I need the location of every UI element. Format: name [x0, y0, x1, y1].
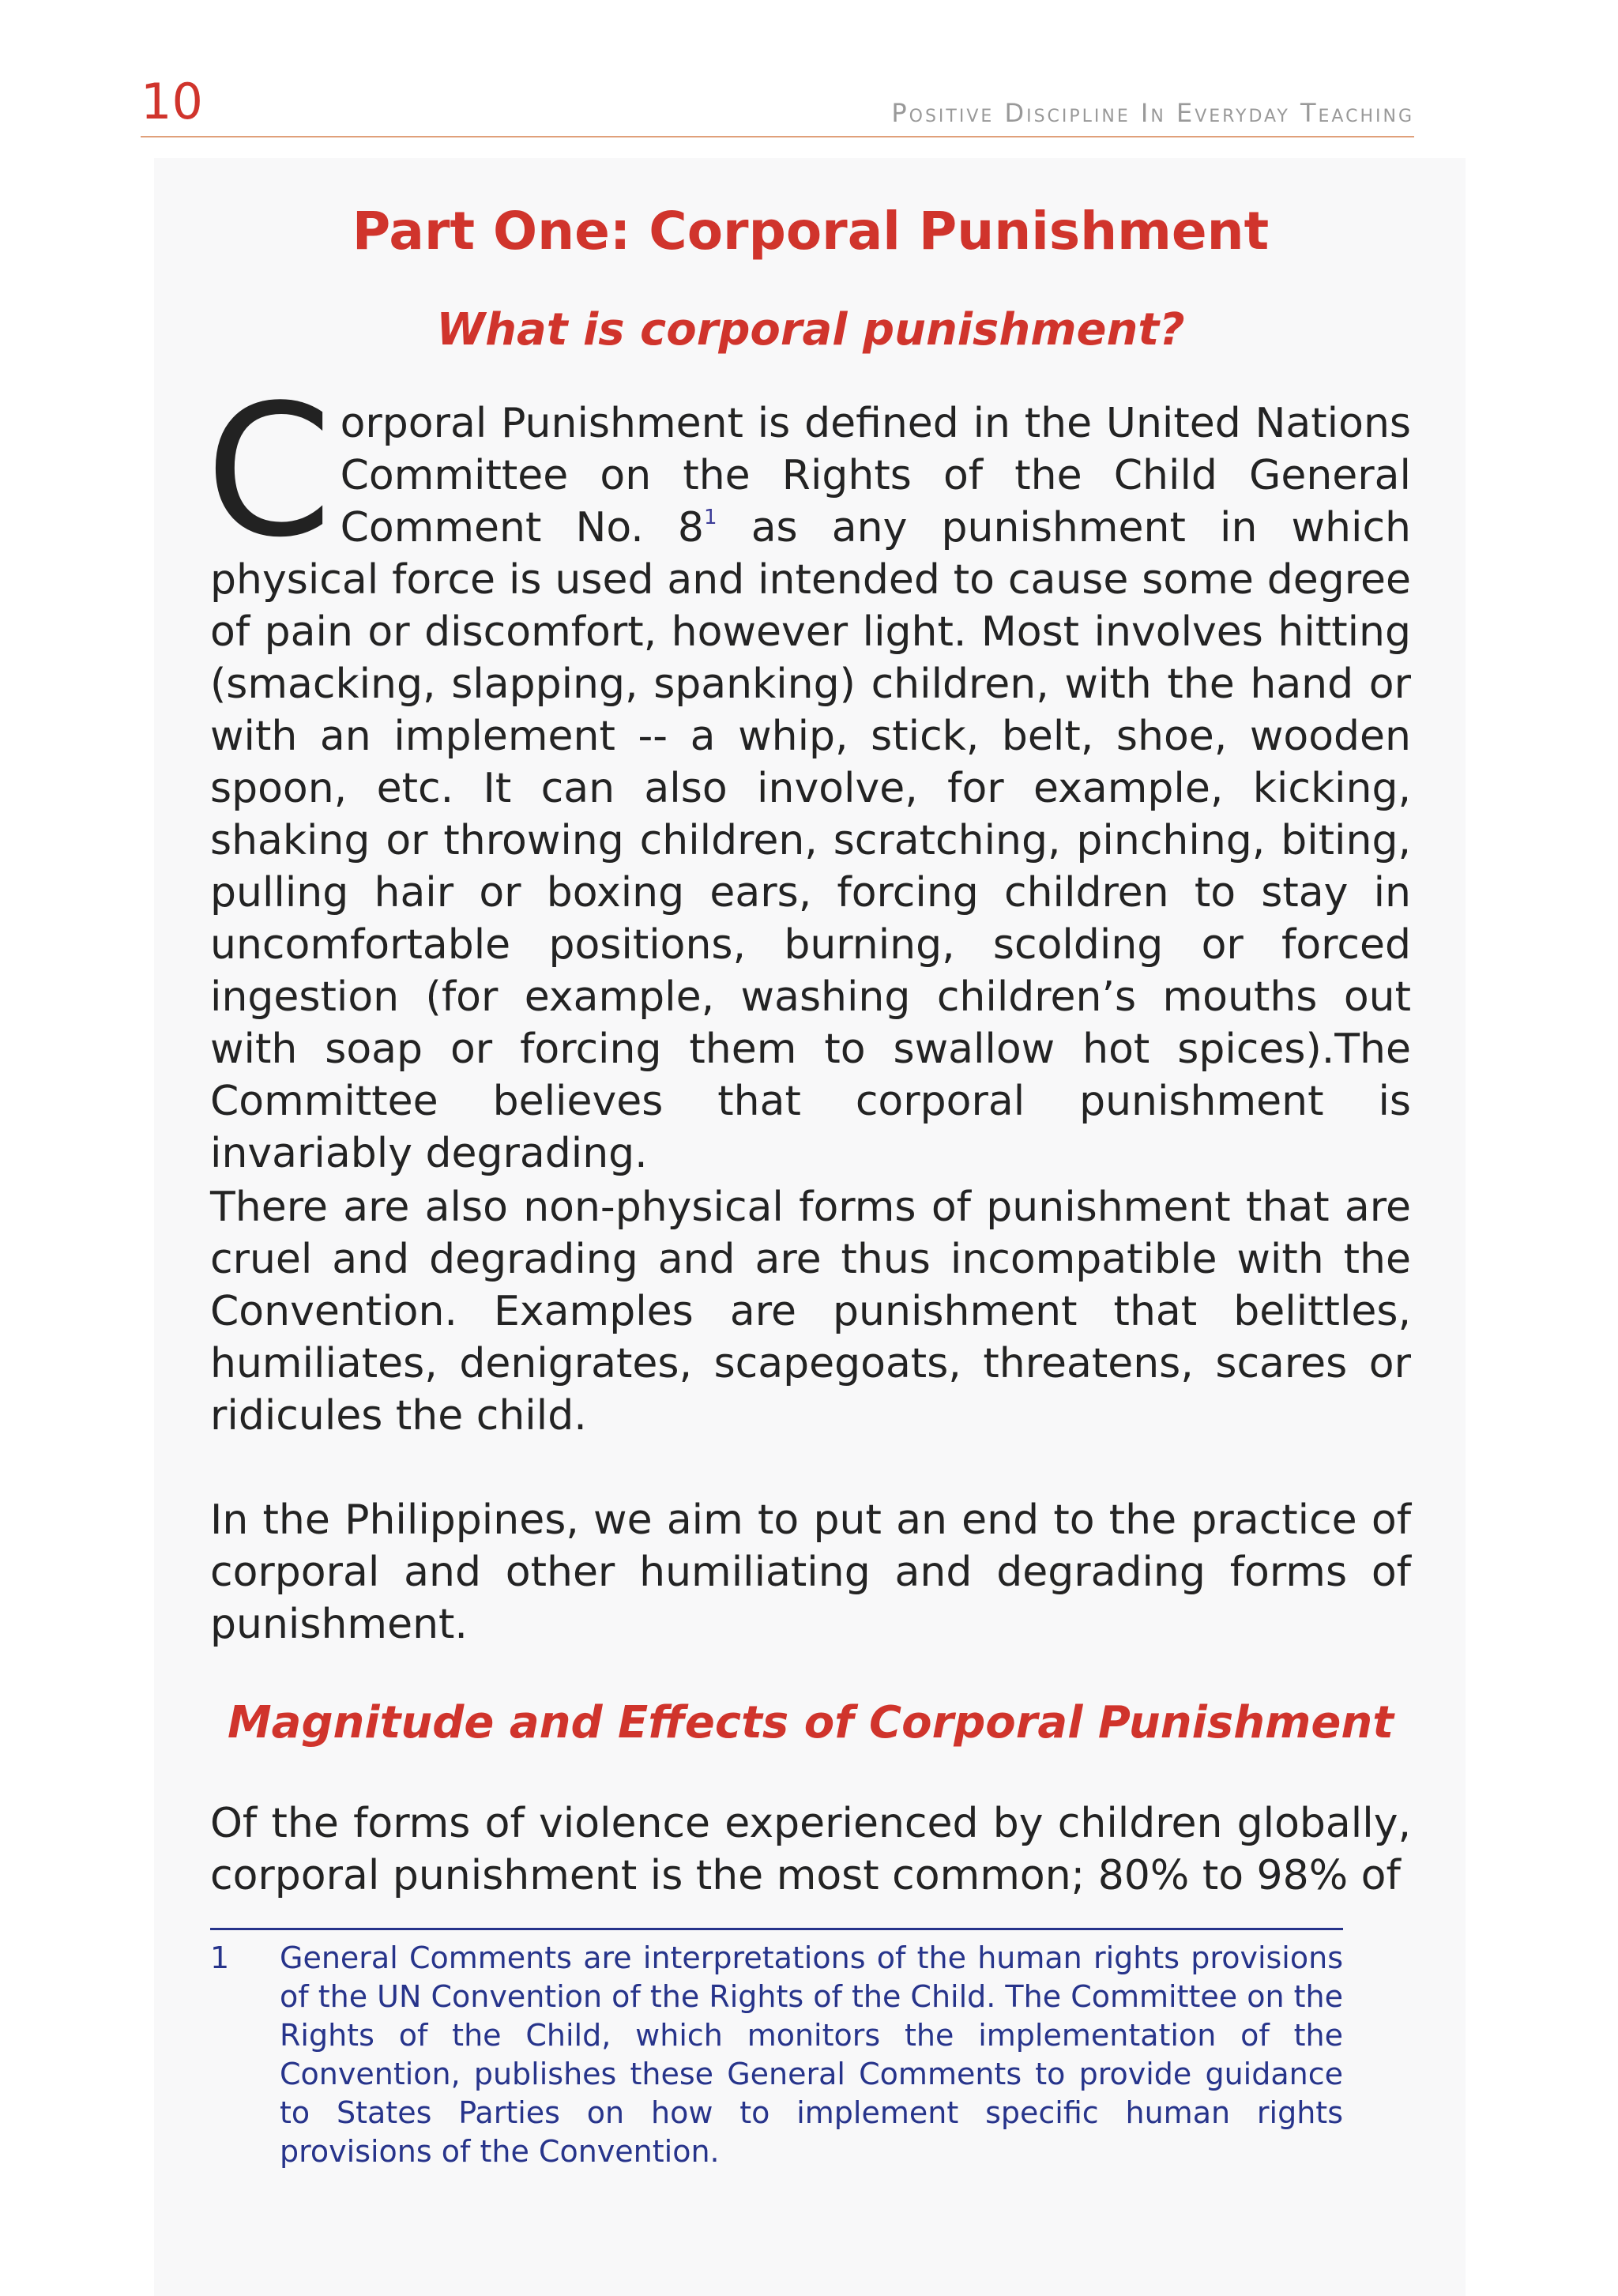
paragraph-text: There are also non-physical forms of punishment that are cruel and degrading and are thus incompatible with the Convention. Examples are punishment that belittles, humiliates, denigrates, scapegoats, threatens, scares or ridicules the child.	[210, 1184, 1411, 1440]
footnote-reference[interactable]: 1	[704, 506, 717, 529]
paragraph-text	[205, 367, 1411, 1180]
running-title: Positive Discipline In Everyday Teaching	[891, 98, 1414, 128]
footnote	[210, 1939, 1343, 2171]
paragraph-non-physical	[210, 1181, 1411, 1442]
footnote-text: General Comments are interpretations of the human rights provisions of the UN Convention of the Rights of the Child. The Committee on the Rights of the Child, which monitors the implementation of the Convention, publishes these General Comments to provide guidance to States Parties on how to implement specific human rights provisions of the Convention.	[280, 1940, 1343, 2169]
paragraph-text: Of the forms of violence experienced by children globally, corporal punishment is the most common; 80% to 98% of	[210, 1800, 1411, 1899]
part-title: Part One: Corporal Punishment	[352, 201, 1270, 262]
paragraph-magnitude	[210, 1797, 1411, 1902]
paragraph-text-end: as any punishment in which physical force is used and intended to cause some degree of pain or discomfort, however light. Most involves hitting (smacking, slapping, spanking) children, with the hand or with an implement -- a whip, stick, belt, shoe, wooden spoon, etc. It can also involve, for example, kicking, shaking or throwing children, scratching, pinching, biting, pulling hair or boxing ears, forcing children to stay in uncomfortable positions, burning, scolding or forced ingestion (for example, washing children’s mouths out with soap or forcing them to swallow hot spices).The Committee believes that corporal punishment is invariably degrading.	[210, 504, 1411, 1177]
paragraph-definition	[205, 367, 1411, 1180]
footnote-number: 1	[210, 1940, 230, 1975]
footnote-divider	[210, 1928, 1343, 1930]
section-heading-what-is: What is corporal punishment?	[436, 304, 1185, 356]
paragraph-text: In the Philippines, we aim to put an end to the practice of corporal and other humiliating and degrading forms of punishment.	[210, 1496, 1411, 1648]
paragraph-text-start: orporal Punishment is defined in the United Nations Committee on the Rights of the Child General Comment No. 8	[340, 400, 1411, 551]
paragraph-philippines	[210, 1494, 1411, 1650]
section-heading-magnitude: Magnitude and Effects of Corporal Punishment	[227, 1697, 1394, 1748]
page-number: 10	[141, 73, 203, 130]
drop-cap: C	[205, 367, 333, 578]
page-header	[141, 70, 1414, 137]
